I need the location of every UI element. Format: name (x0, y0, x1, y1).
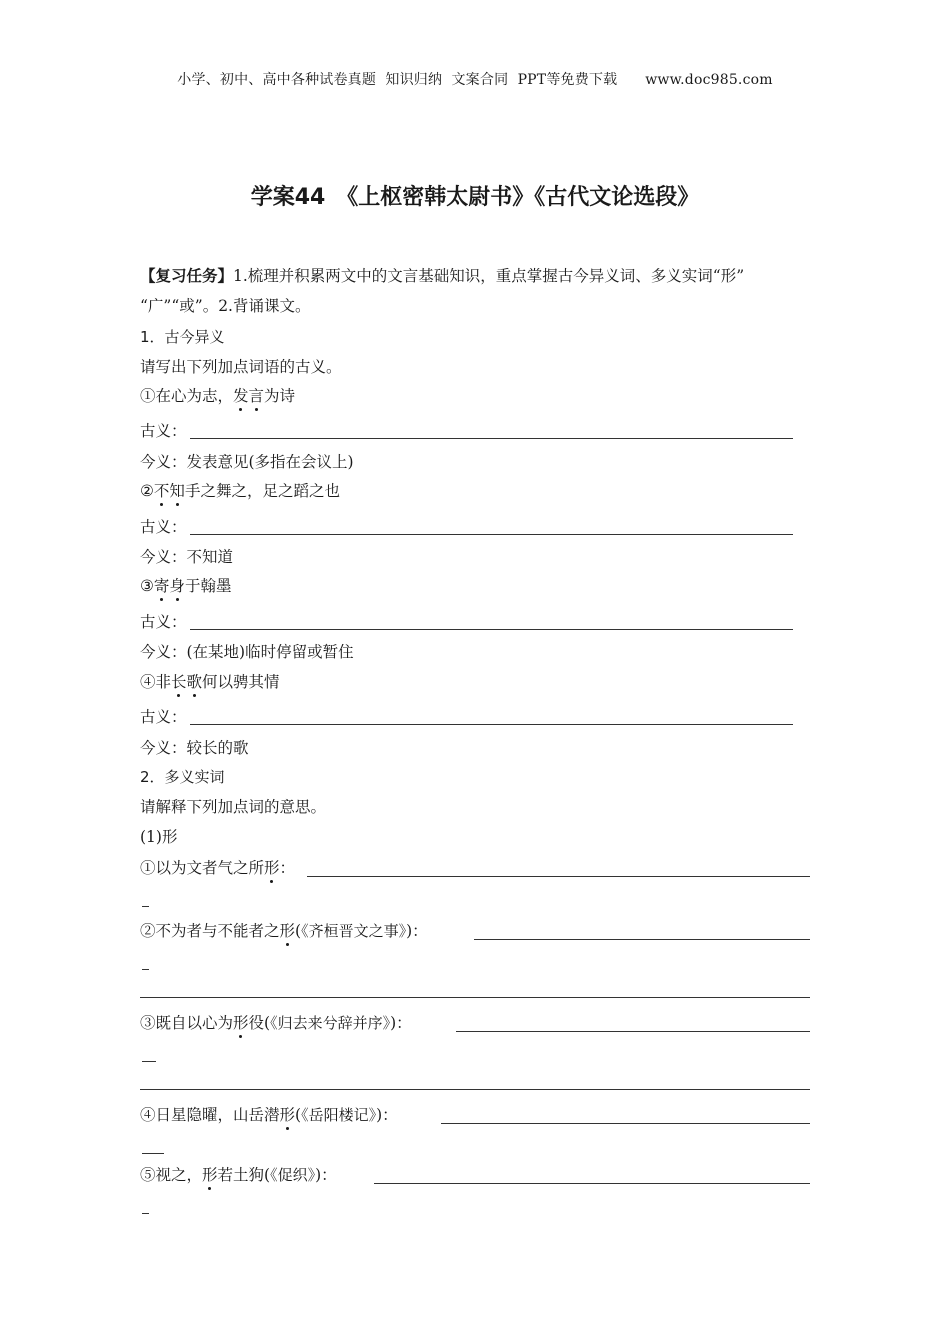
answer-blank-xing-4-cont[interactable] (142, 1153, 164, 1154)
item-text: 为诗 (264, 387, 296, 405)
xing-item-3 (140, 1013, 412, 1033)
item-text: ( (295, 1106, 302, 1124)
jin-meaning-4: 今义：较长的歌 (140, 739, 249, 757)
item-text: )： (390, 1014, 412, 1032)
source-title: 《岳阳楼记》 (301, 1106, 377, 1124)
dotted-char: 言 (248, 387, 265, 405)
review-task-label: 【复习任务】 (140, 267, 234, 285)
answer-blank-xing-2-line[interactable] (140, 997, 810, 998)
gu-label-2: 古义： (140, 518, 187, 536)
answer-blank-gu-3[interactable] (190, 629, 793, 630)
answer-blank-xing-1[interactable] (307, 876, 810, 877)
answer-blank-xing-2[interactable] (474, 939, 810, 940)
item-text: ①在心为志， (140, 387, 234, 405)
jin-meaning-3: 今义：(在某地)临时停留或暂住 (140, 643, 354, 661)
page-header: 小学、初中、高中各种试卷真题 知识归纳 文案合同 PPT等免费下载 www.doc985.com (177, 72, 773, 88)
section-1-instruction: 请写出下列加点词语的古义。 (140, 358, 342, 376)
answer-blank-xing-5-cont[interactable] (142, 1213, 149, 1214)
dotted-char: 知 (169, 482, 185, 500)
gujin-item-1 (140, 386, 295, 406)
item-text: )： (376, 1106, 398, 1124)
xing-item-2 (140, 921, 428, 941)
review-task-line-1 (140, 266, 744, 286)
dotted-char: 歌 (186, 673, 203, 691)
section-2-instruction: 请解释下列加点词的意思。 (140, 798, 327, 816)
dotted-char: 不 (153, 482, 170, 500)
item-text: ： (279, 859, 296, 877)
review-task-text-1: 1.梳理并积累两文中的文言基础知识，重点掌握古今异义词、多义实词“形” (233, 267, 745, 285)
xing-item-4 (140, 1105, 398, 1125)
source-title: 《促织》 (270, 1166, 316, 1184)
item-text: ⑤视之， (140, 1166, 203, 1184)
gu-label-4: 古义： (140, 708, 187, 726)
dotted-char: 身 (169, 577, 185, 595)
source-title: 《归去来兮辞并序》 (270, 1014, 391, 1032)
item-text: ④日星隐曜，山岳潜 (140, 1106, 280, 1124)
source-title: 《齐桓晋文之事》 (301, 922, 407, 940)
section-2-heading: 2．多义实词 (140, 768, 225, 786)
dotted-char: 形 (264, 859, 280, 877)
answer-blank-xing-3-cont[interactable] (142, 1061, 156, 1062)
xing-item-5 (140, 1165, 337, 1185)
item-text: ( (295, 922, 302, 940)
dotted-char: 发 (233, 387, 249, 405)
item-text: 若土狗( (217, 1166, 271, 1184)
answer-blank-xing-1-cont[interactable] (142, 906, 149, 907)
item-text: ②不为者与不能者之 (140, 922, 280, 940)
item-text: 何以骋其情 (202, 673, 280, 691)
item-text: 役( (248, 1014, 271, 1032)
dotted-char: 形 (279, 922, 296, 940)
review-task-line-2: “广”“或”。2.背诵课文。 (140, 297, 311, 315)
page-title: 学案44 《上枢密韩太尉书》《古代文论选段》 (250, 185, 700, 210)
answer-blank-gu-4[interactable] (190, 724, 793, 725)
answer-blank-gu-2[interactable] (190, 534, 793, 535)
section-1-heading: 1．古今异义 (140, 328, 225, 346)
dotted-char: 形 (202, 1166, 218, 1184)
item-text: ③既自以心为 (140, 1014, 234, 1032)
jin-meaning-1: 今义：发表意见(多指在会议上) (140, 453, 354, 471)
dotted-char: 长 (171, 673, 187, 691)
gujin-item-2 (140, 481, 340, 501)
dotted-char: 形 (233, 1014, 249, 1032)
gujin-item-3 (140, 576, 231, 596)
gu-label-1: 古义： (140, 422, 187, 440)
item-text: )： (315, 1166, 337, 1184)
answer-blank-gu-1[interactable] (190, 438, 793, 439)
jin-meaning-2: 今义：不知道 (140, 548, 234, 566)
dotted-char: 寄 (153, 577, 170, 595)
item-text: )： (406, 922, 428, 940)
answer-blank-xing-2-cont[interactable] (142, 969, 149, 970)
answer-blank-xing-3[interactable] (456, 1031, 810, 1032)
item-text: 于翰墨 (184, 577, 232, 595)
section-2-subheading: (1)形 (140, 828, 178, 846)
gu-label-3: 古义： (140, 613, 187, 631)
item-text: 手之舞之，足之蹈之也 (184, 482, 340, 500)
item-text: ④非 (140, 673, 172, 691)
answer-blank-xing-5[interactable] (374, 1183, 810, 1184)
item-text: ③ (140, 577, 154, 595)
item-text: ①以为文者气之所 (140, 859, 265, 877)
answer-blank-xing-3-line[interactable] (140, 1089, 810, 1090)
dotted-char: 形 (279, 1106, 296, 1124)
item-text: ② (140, 482, 154, 500)
xing-item-1 (140, 858, 295, 878)
gujin-item-4 (140, 672, 280, 692)
answer-blank-xing-4[interactable] (441, 1123, 810, 1124)
